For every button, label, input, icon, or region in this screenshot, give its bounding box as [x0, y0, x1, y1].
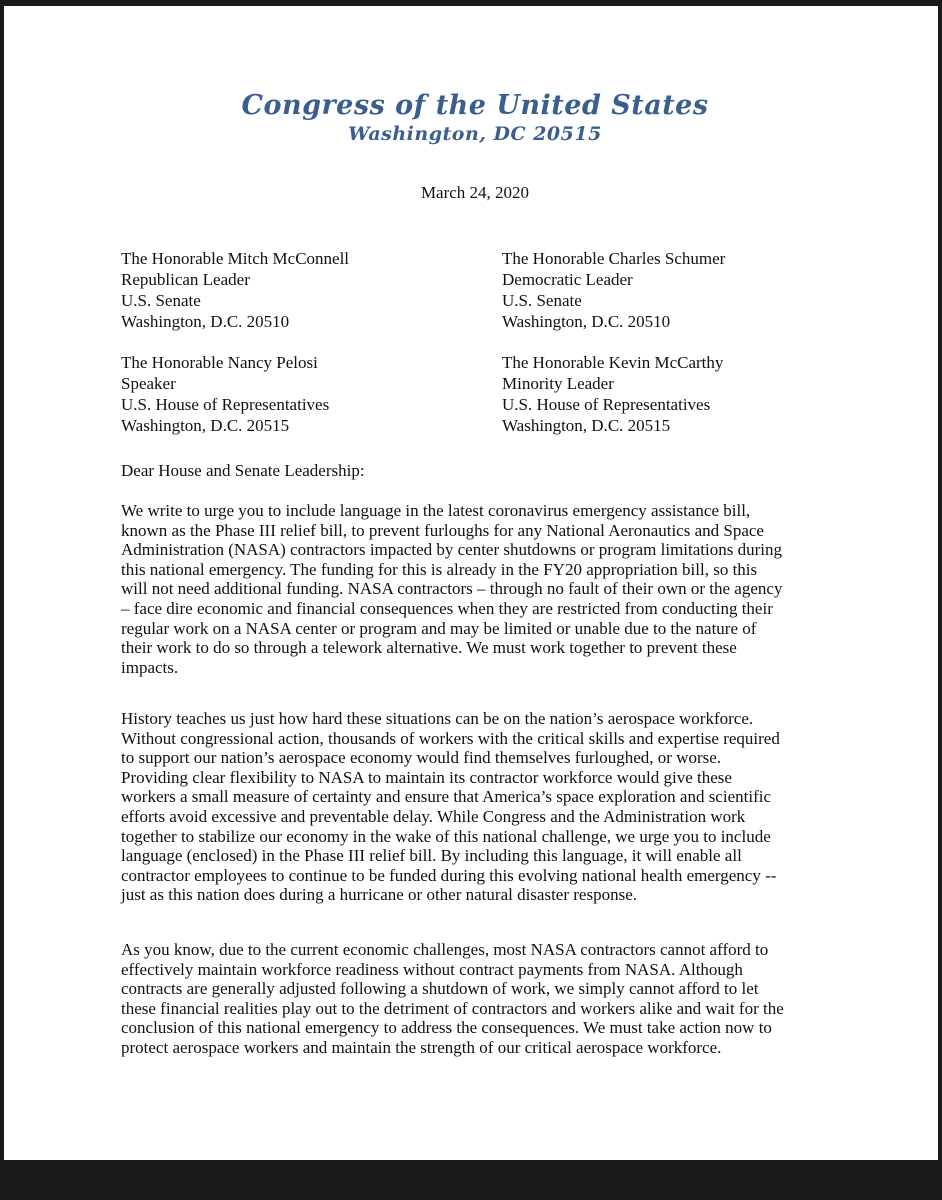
paragraph-line: contracts are generally adjusted following a shutdown of work, we simply cannot afford to let: [121, 979, 759, 999]
addressee-mccarthy: [502, 352, 723, 436]
body-paragraph-1: [121, 501, 833, 677]
addressee-line: The Honorable Charles Schumer: [502, 249, 726, 268]
addressee-line: The Honorable Kevin McCarthy: [502, 353, 724, 372]
salutation: Dear House and Senate Leadership:: [121, 461, 365, 480]
paragraph-line: impacts.: [121, 657, 179, 677]
addressee-line: Democratic Leader: [502, 270, 633, 289]
paragraph-line: effectively maintain workforce readiness without contract payments from NASA. Although: [121, 959, 743, 979]
addressee-line: U.S. Senate: [502, 291, 582, 310]
addressee-line: U.S. House of Representatives: [121, 395, 330, 414]
paragraph-line: Administration (NASA) contractors impacted by center shutdowns or program limitations during: [121, 540, 782, 560]
paragraph-line: Providing clear flexibility to NASA to maintain its contractor workforce would give these: [121, 767, 732, 787]
addressee-line: Minority Leader: [502, 374, 614, 393]
addressee-pelosi: [121, 352, 329, 436]
paragraph-line: their work to do so through a telework alternative. We must work together to prevent these: [121, 638, 737, 658]
paragraph-line: just as this nation does during a hurricane or other natural disaster response.: [121, 885, 638, 905]
addressee-line: Washington, D.C. 20510: [502, 312, 671, 331]
paragraph-line: conclusion of this national emergency to address the consequences. We must take action now to: [121, 1018, 772, 1038]
body-paragraph-2: [121, 709, 833, 905]
letter-date: March 24, 2020: [420, 183, 530, 202]
paragraph-line: protect aerospace workers and maintain the strength of our critical aerospace workforce.: [121, 1037, 722, 1057]
paragraph-line: workers a small measure of certainty and ensure that America’s space exploration and scientific: [121, 787, 772, 807]
addressee-line: U.S. Senate: [121, 291, 201, 310]
paragraph-line: known as the Phase III relief bill, to prevent furloughs for any National Aeronautics and Space: [121, 520, 764, 540]
addressee-line: Washington, D.C. 20515: [502, 416, 671, 435]
paragraph-line: Without congressional action, thousands of workers with the critical skills and expertise required: [121, 728, 780, 748]
addressee-line: The Honorable Nancy Pelosi: [121, 353, 318, 372]
addressee-line: The Honorable Mitch McConnell: [121, 249, 350, 268]
paragraph-line: We write to urge you to include language in the latest coronavirus emergency assistance bill,: [121, 501, 751, 520]
addressee-line: U.S. House of Representatives: [502, 395, 711, 414]
paragraph-line: this national emergency. The funding for this is already in the FY20 appropriation bill, so this: [121, 559, 758, 579]
addressee-line: Speaker: [121, 374, 176, 393]
paragraph-line: efforts avoid excessive and preventable delay. While Congress and the Administration work: [121, 806, 746, 826]
paragraph-line: As you know, due to the current economic challenges, most NASA contractors cannot afford to: [121, 940, 769, 959]
paragraph-line: these financial realities play out to the detriment of contractors and workers alike and wait for the: [121, 998, 784, 1018]
paragraph-line: language (enclosed) in the Phase III relief bill. By including this language, it will enable all: [121, 846, 742, 866]
paragraph-line: will not need additional funding. NASA contractors – through no fault of their own or the agency: [121, 579, 783, 599]
addressee-schumer: [502, 248, 725, 332]
addressee-line: Washington, D.C. 20515: [121, 416, 290, 435]
paragraph-line: – face dire economic and financial consequences when they are restricted from conducting their: [121, 598, 773, 618]
paragraph-line: contractor employees to continue to be funded during this evolving national health emergency --: [121, 865, 777, 885]
letterhead-subtitle: Washington, DC 20515: [348, 123, 602, 145]
paragraph-line: History teaches us just how hard these situations can be on the nation’s aerospace workforce.: [121, 709, 754, 728]
paragraph-line: regular work on a NASA center or program and may be limited or unable due to the nature of: [121, 618, 757, 638]
paragraph-line: together to stabilize our economy in the wake of this national challenge, we urge you to include: [121, 826, 771, 846]
paragraph-line: to support our nation’s aerospace economy would find themselves furloughed, or worse.: [121, 748, 722, 768]
body-paragraph-3: [121, 940, 833, 1058]
addressee-mcconnell: [121, 248, 349, 332]
letterhead-title: Congress of the United States: [241, 90, 709, 121]
addressee-line: Washington, D.C. 20510: [121, 312, 290, 331]
addressee-line: Republican Leader: [121, 270, 250, 289]
